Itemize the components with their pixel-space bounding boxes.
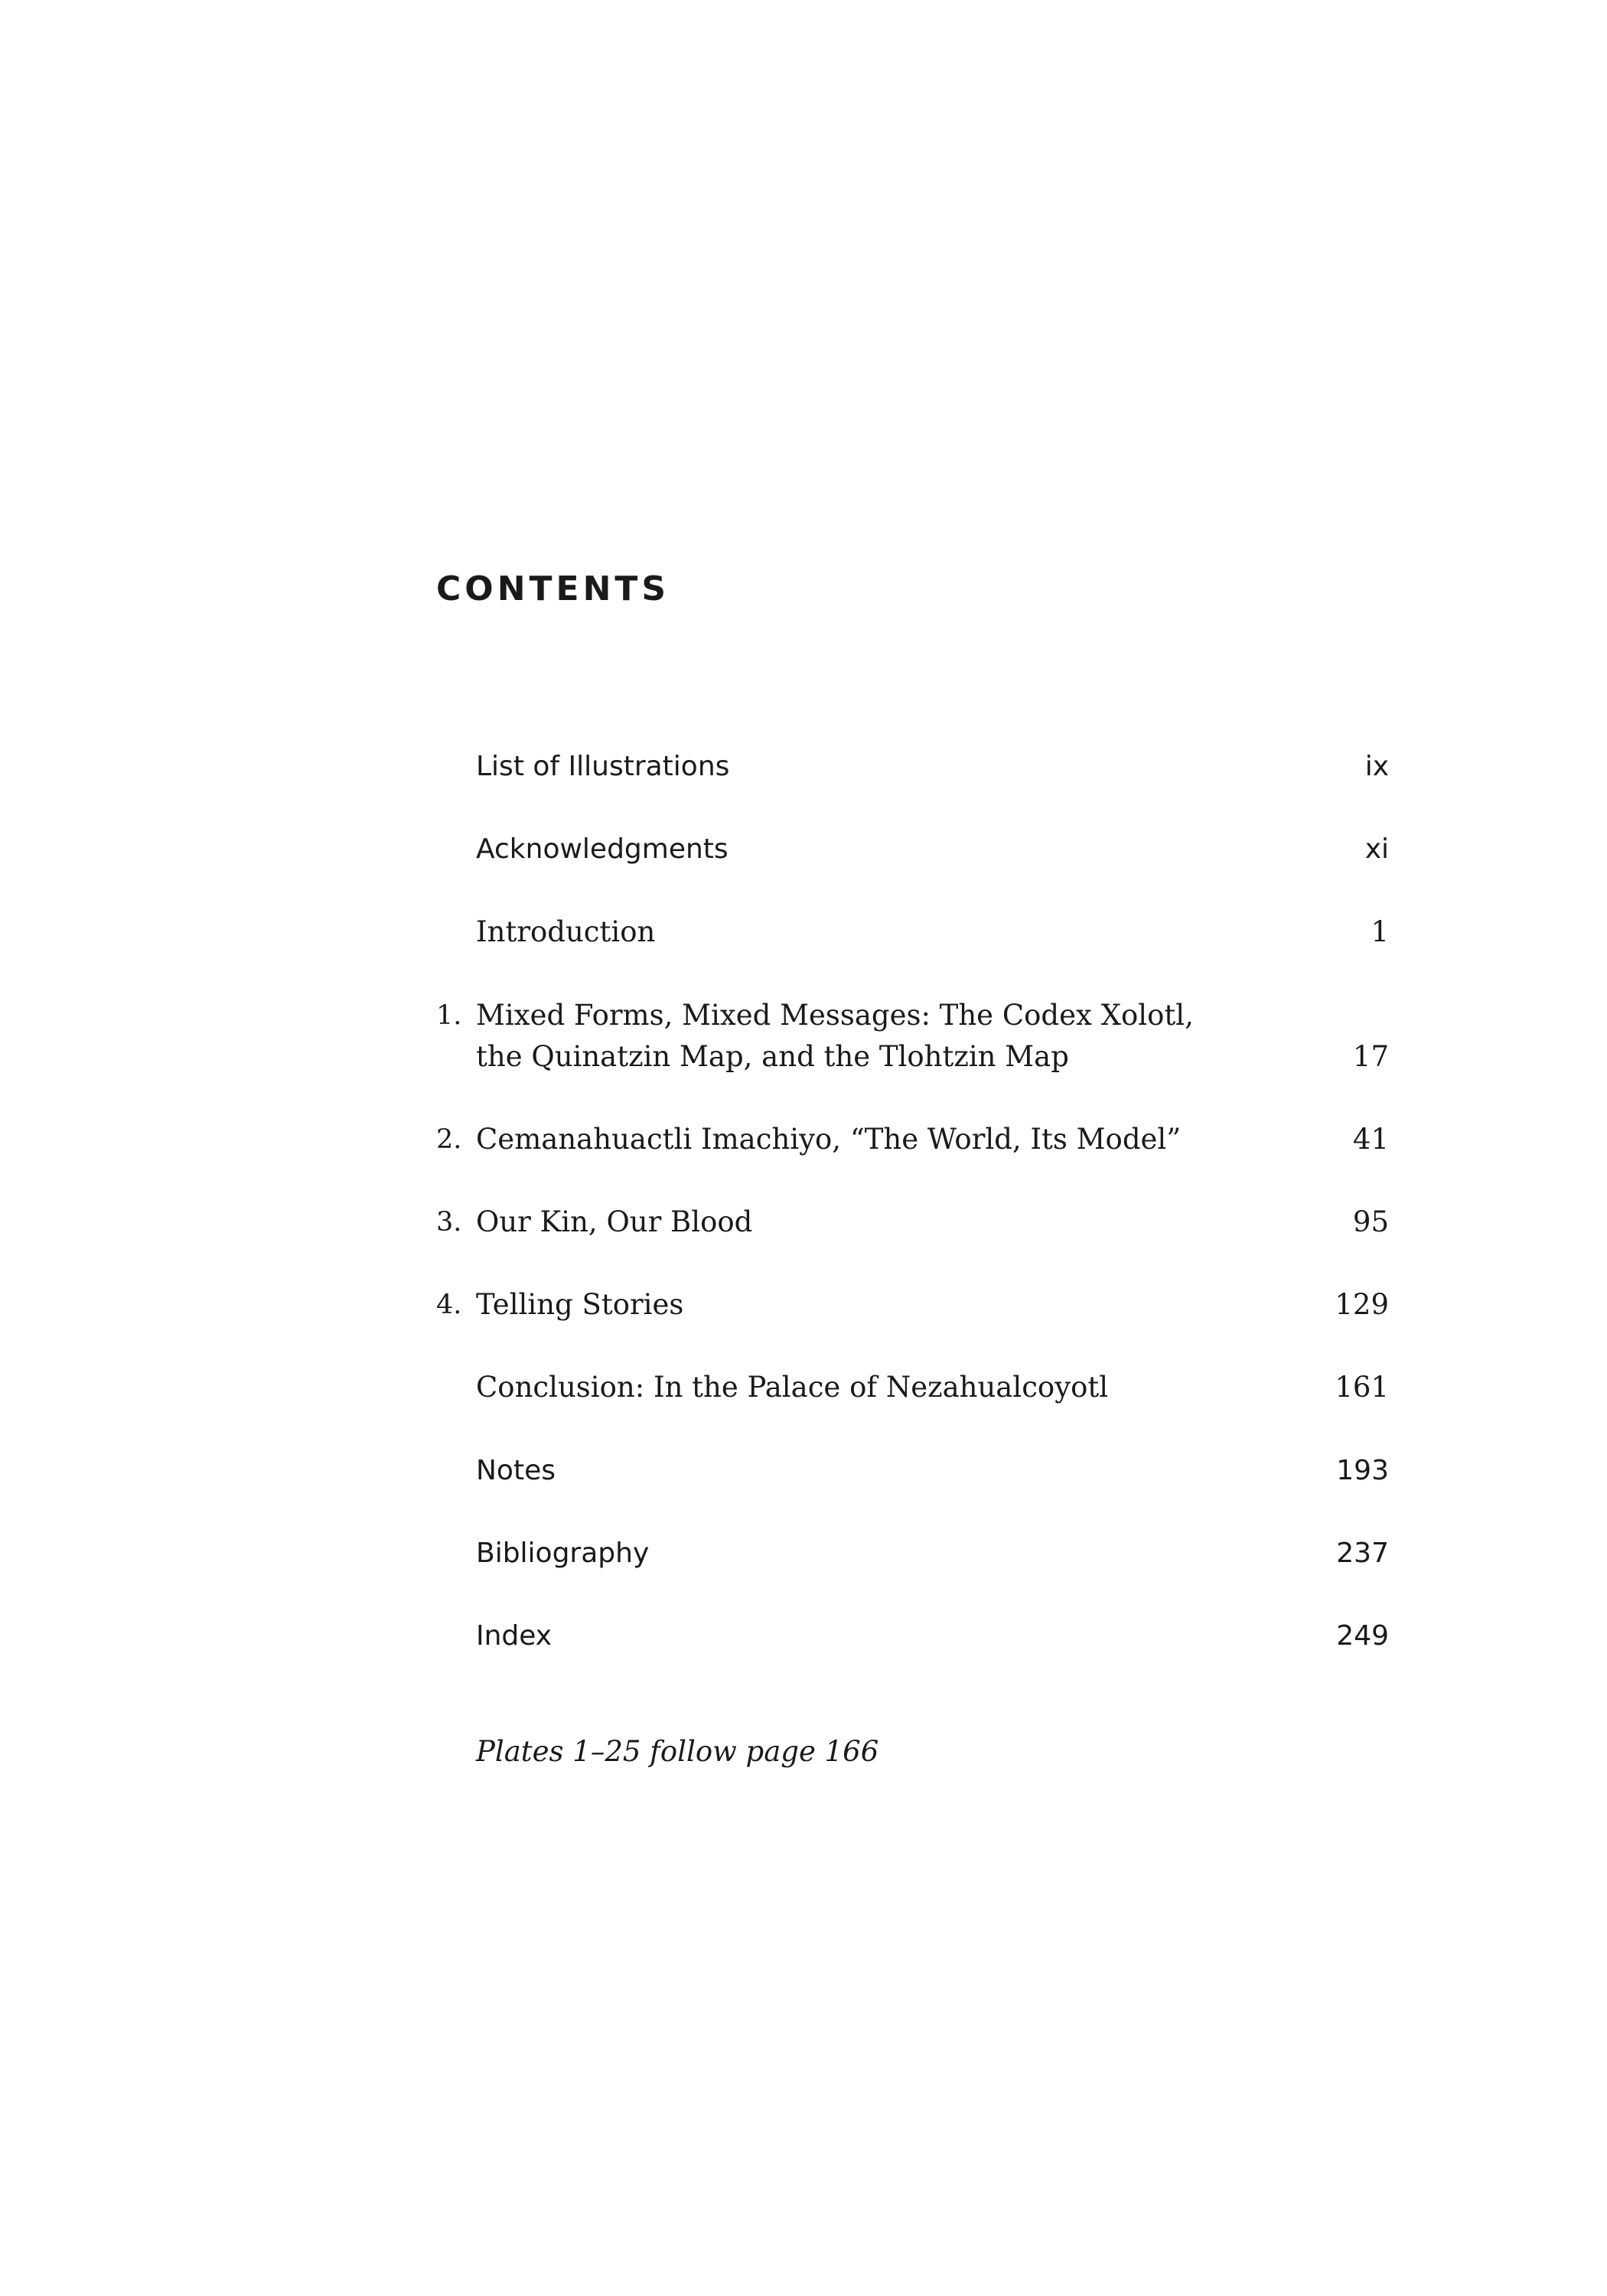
toc-entry-page: xi — [1364, 833, 1389, 865]
toc-entry-title: Bibliography — [476, 1538, 650, 1569]
toc-entry-page: 161 — [1335, 1371, 1389, 1404]
toc-entry-number: 3. — [436, 1207, 462, 1238]
toc-entry-page: 249 — [1336, 1620, 1389, 1652]
toc-entry-number: 2. — [436, 1124, 462, 1155]
toc-entry-page: 193 — [1336, 1455, 1389, 1486]
toc-entry-page: 1 — [1371, 915, 1389, 948]
toc-entry-title: Telling Stories — [476, 1288, 684, 1321]
toc-entry-page: 41 — [1352, 1123, 1389, 1156]
toc-entry-title: Introduction — [476, 915, 656, 948]
toc-entry-page: ix — [1364, 751, 1389, 782]
toc-entry-title: Index — [476, 1620, 553, 1652]
contents-heading: CONTENTS — [436, 569, 670, 608]
toc-entry-page: 129 — [1335, 1288, 1389, 1321]
toc-entry-title: Acknowledgments — [476, 833, 729, 865]
toc-entry-title: Notes — [476, 1455, 556, 1486]
toc-entry-page: 95 — [1352, 1205, 1389, 1238]
plates-note: Plates 1–25 follow page 166 — [476, 1735, 879, 1768]
toc-entry-number: 4. — [436, 1290, 462, 1320]
toc-entry-page: 237 — [1336, 1538, 1389, 1569]
toc-entry-title-line-2: the Quinatzin Map, and the Tlohtzin Map — [476, 1040, 1069, 1073]
toc-entry-title: Our Kin, Our Blood — [476, 1205, 753, 1238]
toc-entry-title — [476, 995, 1241, 1078]
toc-entry-title: List of Illustrations — [476, 751, 730, 782]
toc-entry-page: 17 — [1352, 1040, 1389, 1073]
toc-entry-title-line-1: Mixed Forms, Mixed Messages: The Codex Xolotl, — [476, 999, 1194, 1032]
toc-entry-number: 1. — [436, 1000, 462, 1031]
toc-entry-title: Cemanahuactli Imachiyo, “The World, Its Model” — [476, 1123, 1182, 1156]
toc-entry-title: Conclusion: In the Palace of Nezahualcoyotl — [476, 1371, 1109, 1404]
